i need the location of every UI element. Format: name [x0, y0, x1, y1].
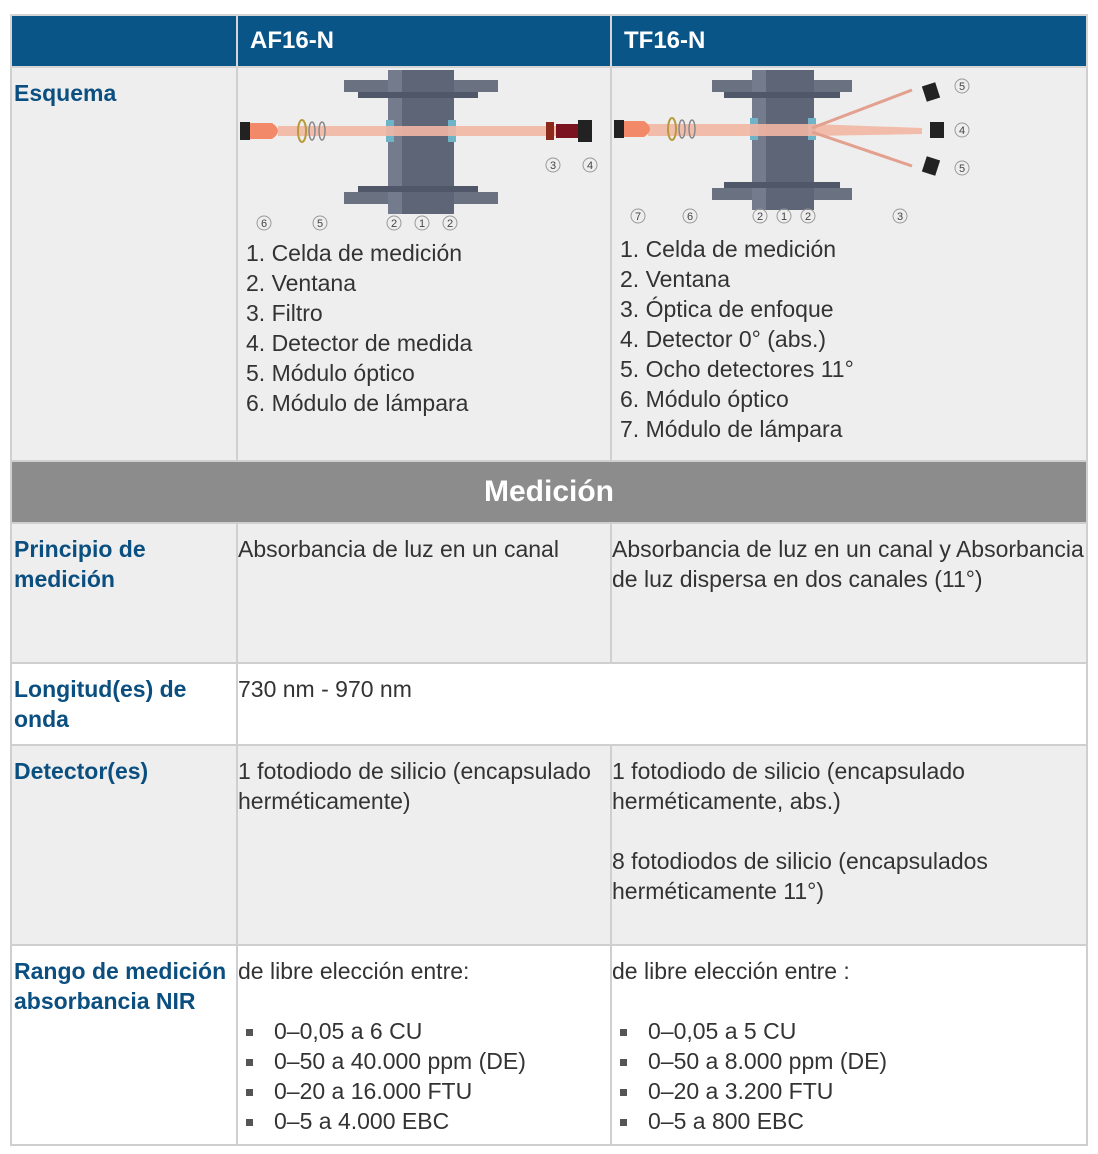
longitud-row [11, 663, 1087, 745]
list-item: 0–20 a 16.000 FTU [238, 1076, 608, 1106]
list-item: 0–5 a 800 EBC [612, 1106, 1084, 1136]
esquema-label: Esquema [11, 67, 237, 461]
list-item: 2. Ventana [246, 270, 356, 296]
detector-tf-value-1: 1 fotodiodo de silicio (encapsulado herméticamente, abs.) [612, 758, 965, 814]
detector-af-value: 1 fotodiodo de silicio (encapsulado herméticamente) [237, 745, 611, 945]
list-item: 0–20 a 3.200 FTU [612, 1076, 1084, 1106]
esquema-row [11, 67, 1087, 461]
list-item: 4. Detector 0° (abs.) [620, 326, 827, 352]
list-item: 1. Celda de medición [620, 236, 837, 262]
af-diagram-num-2a: 2 [390, 218, 398, 230]
rango-af-intro: de libre elección entre: [238, 958, 470, 984]
tf16n-schematic-diagram [612, 68, 1086, 234]
tf-esquema-cell [611, 67, 1087, 461]
tf-component-list [612, 234, 1086, 444]
list-item: 5. Módulo óptico [246, 360, 415, 386]
af16n-schematic-diagram [238, 68, 610, 238]
longitud-value: 730 nm - 970 nm [237, 663, 1087, 745]
list-item: 4. Detector de medida [246, 330, 473, 356]
table-header-row [11, 15, 1087, 67]
rango-af-list [238, 1016, 608, 1136]
list-item: 0–0,05 a 6 CU [238, 1016, 608, 1046]
af-diagram-num-5: 5 [316, 218, 324, 230]
af-diagram-num-4: 4 [586, 160, 594, 172]
list-item: 2. Ventana [620, 266, 730, 292]
af-component-list [238, 238, 610, 418]
list-item: 6. Módulo de lámpara [246, 390, 469, 416]
section-title: Medición [11, 461, 1087, 523]
list-item: 5. Ocho detectores 11° [620, 356, 854, 382]
detector-row [11, 745, 1087, 945]
rango-tf-intro: de libre elección entre : [612, 958, 850, 984]
tf-diagram-num-2a: 2 [756, 211, 764, 223]
detector-label: Detector(es) [11, 745, 237, 945]
tf-diagram-num-2b: 2 [804, 211, 812, 223]
tf-diagram-num-5b: 5 [958, 163, 966, 175]
principio-label: Principio de medición [11, 523, 237, 663]
list-item: 0–50 a 40.000 ppm (DE) [238, 1046, 608, 1076]
tf-diagram-num-3: 3 [896, 211, 904, 223]
rango-label: Rango de medición absorbancia NIR [11, 945, 237, 1145]
list-item: 0–50 a 8.000 ppm (DE) [612, 1046, 1084, 1076]
af-esquema-cell [237, 67, 611, 461]
principio-row [11, 523, 1087, 663]
spec-table [10, 14, 1088, 1146]
rango-tf-list [612, 1016, 1084, 1136]
header-empty-cell [11, 15, 237, 67]
rango-af-cell [237, 945, 611, 1145]
header-tf16n: TF16-N [611, 15, 1087, 67]
tf-diagram-num-1: 1 [780, 211, 788, 223]
list-item: 0–0,05 a 5 CU [612, 1016, 1084, 1046]
list-item: 7. Módulo de lámpara [620, 416, 843, 442]
list-item: 3. Filtro [246, 300, 323, 326]
rango-tf-cell [611, 945, 1087, 1145]
list-item: 6. Módulo óptico [620, 386, 789, 412]
header-af16n: AF16-N [237, 15, 611, 67]
detector-tf-value-2: 8 fotodiodos de silicio (encapsulados herméticamente 11°) [612, 848, 988, 904]
tf-diagram-num-7: 7 [634, 211, 642, 223]
section-row-medicion [11, 461, 1087, 523]
tf-diagram-num-5a: 5 [958, 81, 966, 93]
longitud-label: Longitud(es) de onda [11, 663, 237, 745]
rango-row [11, 945, 1087, 1145]
af-diagram-num-1: 1 [418, 218, 426, 230]
principio-tf-value: Absorbancia de luz en un canal y Absorbancia de luz dispersa en dos canales (11°) [611, 523, 1087, 663]
detector-tf-cell [611, 745, 1087, 945]
af-diagram-num-2b: 2 [446, 218, 454, 230]
list-item: 0–5 a 4.000 EBC [238, 1106, 608, 1136]
list-item: 3. Óptica de enfoque [620, 296, 834, 322]
af-diagram-num-6: 6 [260, 218, 268, 230]
af-diagram-num-3: 3 [549, 160, 557, 172]
tf-diagram-num-6: 6 [686, 211, 694, 223]
tf-diagram-num-4: 4 [958, 125, 966, 137]
principio-af-value: Absorbancia de luz en un canal [237, 523, 611, 663]
list-item: 1. Celda de medición [246, 240, 463, 266]
